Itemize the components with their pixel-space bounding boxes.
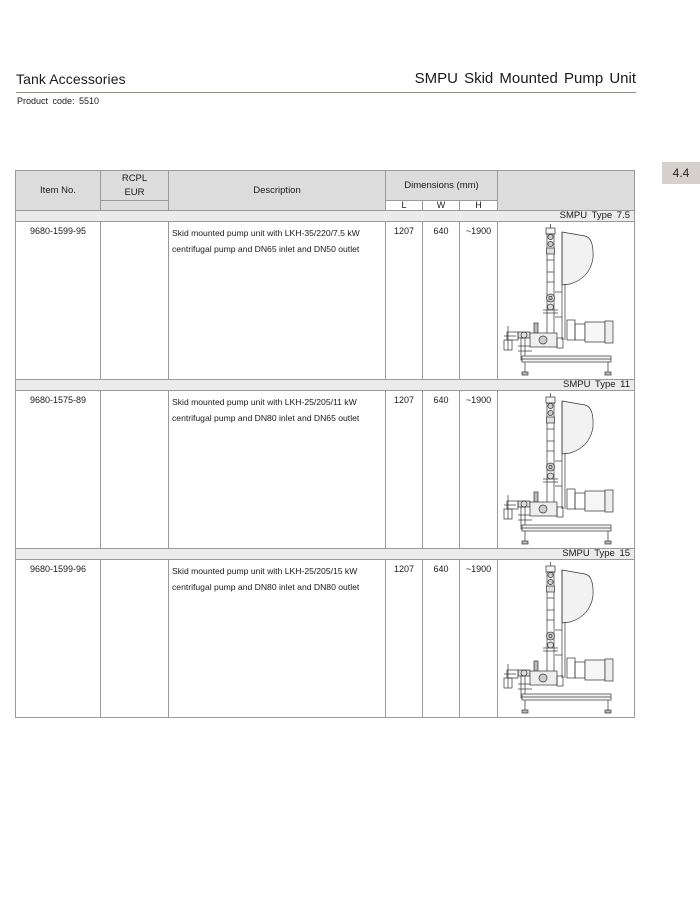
description-line-1: Skid mounted pump unit with LKH-35/220/7.5 kW: [172, 228, 360, 238]
col-header-image: [498, 171, 635, 211]
col-header-w: W: [423, 201, 460, 211]
pump-unit-drawing-icon: [498, 391, 634, 548]
table-row: [16, 391, 635, 549]
dimension-w: 640: [423, 222, 460, 380]
col-header-item-no: Item No.: [16, 171, 101, 211]
product-table: [15, 170, 635, 718]
item-number: 9680-1599-96: [16, 560, 101, 718]
col-header-l: L: [386, 201, 423, 211]
dimension-w: 640: [423, 560, 460, 718]
dimension-w: 640: [423, 391, 460, 549]
eur-label: EUR: [124, 187, 145, 198]
dimension-h: ~1900: [460, 391, 498, 549]
description: [169, 560, 386, 718]
table-header-row: [16, 171, 635, 201]
item-number: 9680-1575-89: [16, 391, 101, 549]
type-row: [16, 380, 635, 391]
description: [169, 222, 386, 380]
table-row: [16, 560, 635, 718]
col-header-dimensions: Dimensions (mm): [386, 171, 498, 201]
col-header-h: H: [460, 201, 498, 211]
rcpl-price: [101, 560, 169, 718]
rcpl-price: [101, 391, 169, 549]
description-line-2: centrifugal pump and DN80 inlet and DN65 outlet: [172, 413, 360, 423]
dimension-h: ~1900: [460, 222, 498, 380]
type-label: SMPU Type 7.5: [16, 211, 635, 222]
description-line-1: Skid mounted pump unit with LKH-25/205/11 kW: [172, 397, 357, 407]
table-row: [16, 222, 635, 380]
type-label: SMPU Type 15: [16, 549, 635, 560]
product-image: [498, 222, 635, 380]
product-image: [498, 391, 635, 549]
pump-unit-drawing-icon: [498, 560, 634, 717]
product-image: [498, 560, 635, 718]
pump-unit-drawing-icon: [498, 222, 634, 379]
dimension-l: 1207: [386, 560, 423, 718]
dimension-h: ~1900: [460, 560, 498, 718]
section-number-tab: 4.4: [662, 162, 700, 184]
description: [169, 391, 386, 549]
description-line-1: Skid mounted pump unit with LKH-25/205/15 kW: [172, 566, 358, 576]
col-header-rcpl: [101, 171, 169, 201]
rcpl-label: RCPL: [121, 173, 148, 184]
type-row: [16, 549, 635, 560]
product-code: Product code: 5510: [17, 96, 100, 106]
description-line-2: centrifugal pump and DN65 inlet and DN50 outlet: [172, 244, 360, 254]
dimension-l: 1207: [386, 391, 423, 549]
section-title: Tank Accessories: [16, 71, 126, 87]
rcpl-price: [101, 222, 169, 380]
item-number: 9680-1599-95: [16, 222, 101, 380]
type-row: [16, 211, 635, 222]
type-label: SMPU Type 11: [16, 380, 635, 391]
dimension-l: 1207: [386, 222, 423, 380]
col-header-rcpl-blank: [101, 201, 169, 211]
col-header-description: Description: [169, 171, 386, 211]
header-divider: [16, 92, 636, 93]
description-line-2: centrifugal pump and DN80 inlet and DN80 outlet: [172, 582, 360, 592]
page-title: SMPU Skid Mounted Pump Unit: [414, 70, 636, 87]
